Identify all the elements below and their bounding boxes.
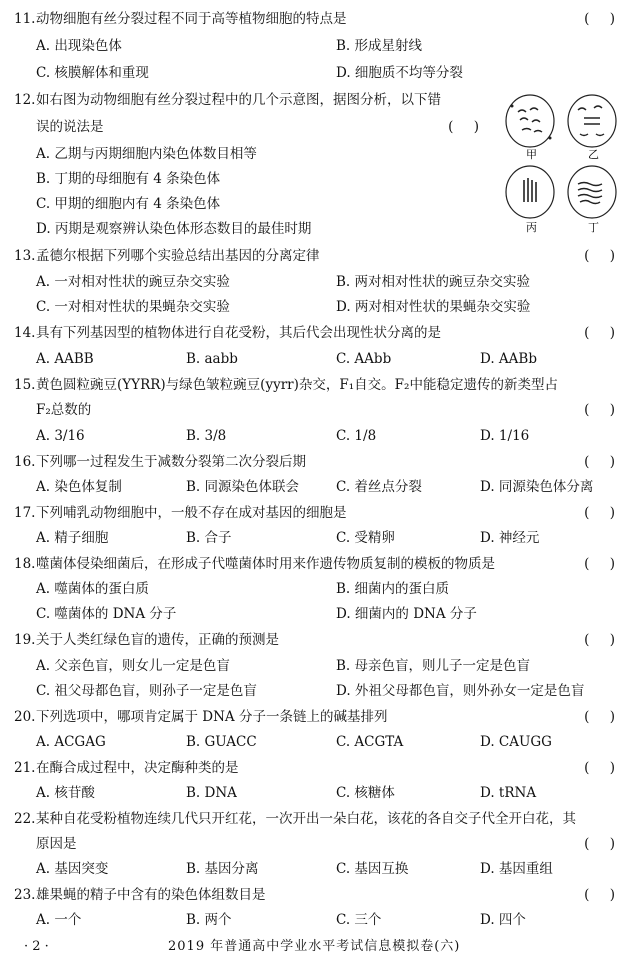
- question-number: 20.: [14, 709, 36, 725]
- option-b: B. 同源染色体联会: [186, 479, 300, 495]
- question-text: 某种自花受粉植物连续几代只开红花，一次开出一朵白花，该花的各自交子代全开白花，其: [36, 811, 576, 827]
- mitosis-diagram: [500, 88, 620, 236]
- question-number: 11.: [14, 11, 36, 27]
- option-a: A. 一个: [36, 912, 82, 928]
- chromosomes-bing: [524, 178, 536, 202]
- question-13-stem: [14, 245, 625, 267]
- question-21-options: [14, 782, 625, 804]
- option-b: B. 两对相对性状的豌豆杂交实验: [336, 274, 531, 290]
- question-text: 黄色圆粒豌豆(YYRR)与绿色皱粒豌豆(yyrr)杂交，F₁自交。F₂中能稳定遗传的新类型占: [36, 377, 558, 393]
- option-d: D. 1/16: [480, 428, 530, 444]
- page-number: · 2 ·: [24, 939, 49, 954]
- question-16-options: [14, 476, 625, 498]
- chromosomes-jia: [518, 108, 542, 132]
- option-b: B. 基因分离: [186, 861, 259, 877]
- option-d: D. tRNA: [480, 785, 537, 801]
- question-12-stem-cont: [14, 116, 489, 138]
- cell-jia: [506, 95, 554, 147]
- question-number: 19.: [14, 632, 36, 648]
- question-number: 22.: [14, 811, 36, 827]
- question-number: 21.: [14, 760, 36, 776]
- option-c: C. 一对相对性状的果蝇杂交实验: [36, 299, 230, 315]
- answer-blank: ( ): [448, 119, 487, 135]
- question-text: 如右图为动物细胞有丝分裂过程中的几个示意图，据图分析，以下错: [36, 92, 441, 108]
- question-text-cont: 误的说法是: [36, 119, 104, 135]
- question-23-stem: [14, 884, 625, 906]
- question-number: 17.: [14, 505, 36, 521]
- answer-blank: ( ): [584, 887, 623, 903]
- answer-blank: ( ): [584, 402, 623, 418]
- option-d: D. 外祖父母都色盲，则外孙女一定是色盲: [336, 683, 585, 699]
- option-b: B. 母亲色盲，则儿子一定是色盲: [336, 658, 531, 674]
- question-18-options-row1: [14, 578, 625, 600]
- question-15-stem-cont: [14, 399, 625, 421]
- question-18-options-row2: [14, 603, 625, 625]
- cell-ding: [568, 166, 616, 218]
- option-a: A. 出现染色体: [36, 38, 122, 54]
- option-c: C. 核糖体: [336, 785, 395, 801]
- question-14-stem: [14, 322, 625, 344]
- question-16-stem: [14, 451, 625, 473]
- option-b: B. DNA: [186, 785, 237, 801]
- answer-blank: ( ): [584, 709, 623, 725]
- question-text: 下列选项中，哪项肯定属于 DNA 分子一条链上的碱基排列: [36, 709, 388, 725]
- option-c: C. AAbb: [336, 351, 392, 367]
- answer-blank: ( ): [584, 556, 623, 572]
- question-15-options: [14, 425, 625, 447]
- option-a: A. 噬菌体的蛋白质: [36, 581, 149, 597]
- option-d: D. 细菌内的 DNA 分子: [336, 606, 477, 622]
- option-d: D. AABb: [480, 351, 537, 367]
- answer-blank: ( ): [584, 760, 623, 776]
- option-a: A. ACGAG: [36, 734, 106, 750]
- exam-title: 2019 年普通高中学业水平考试信息模拟卷(六): [168, 939, 461, 954]
- question-text: 动物细胞有丝分裂过程不同于高等植物细胞的特点是: [36, 11, 347, 27]
- chromosomes-yi: [578, 106, 604, 136]
- question-11-options-row2: [14, 62, 625, 84]
- question-18-stem: [14, 553, 625, 575]
- question-15-stem: [14, 374, 625, 396]
- page-footer: [18, 936, 621, 958]
- label-yi: 乙: [588, 148, 599, 161]
- option-b: B. GUACC: [186, 734, 257, 750]
- option-c: C. ACGTA: [336, 734, 404, 750]
- option-a: A. 染色体复制: [36, 479, 122, 495]
- option-a: A. 一对相对性状的豌豆杂交实验: [36, 274, 230, 290]
- answer-blank: ( ): [584, 632, 623, 648]
- option-b: B. aabb: [186, 351, 238, 367]
- answer-blank: ( ): [584, 454, 623, 470]
- option-d: D. 基因重组: [480, 861, 553, 877]
- answer-blank: ( ): [584, 325, 623, 341]
- option-c: C. 祖父母都色盲，则孙子一定是色盲: [36, 683, 257, 699]
- question-20-options: [14, 731, 625, 753]
- question-number: 13.: [14, 248, 36, 264]
- question-13-options-row2: [14, 296, 625, 318]
- question-number: 15.: [14, 377, 36, 393]
- option-d: D. CAUGG: [480, 734, 552, 750]
- option-c: C. 基因互换: [336, 861, 409, 877]
- question-number: 23.: [14, 887, 36, 903]
- option-a: A. AABB: [36, 351, 94, 367]
- option-b: B. 细菌内的蛋白质: [336, 581, 450, 597]
- question-text-cont: 原因是: [36, 836, 77, 852]
- question-text: 下列哺乳动物细胞中，一般不存在成对基因的细胞是: [36, 505, 347, 521]
- question-22-options: [14, 858, 625, 880]
- option-b: B. 两个: [186, 912, 232, 928]
- question-22-stem-cont: [14, 833, 625, 855]
- question-text-cont: F₂总数的: [36, 402, 92, 418]
- cell-bing: [506, 166, 554, 218]
- label-bing: 丙: [526, 221, 537, 234]
- question-17-options: [14, 527, 625, 549]
- question-text: 雄果蝇的精子中含有的染色体组数目是: [36, 887, 266, 903]
- option-d: D. 细胞质不均等分裂: [336, 65, 463, 81]
- option-d: D. 四个: [480, 912, 526, 928]
- centriole: [549, 137, 552, 140]
- question-19-stem: [14, 629, 625, 651]
- option-c: C. 三个: [336, 912, 382, 928]
- option-a: A. 基因突变: [36, 861, 109, 877]
- question-number: 12.: [14, 92, 36, 108]
- option-c: C. 甲期的细胞内有 4 条染色体: [36, 196, 221, 212]
- answer-blank: ( ): [584, 505, 623, 521]
- answer-blank: ( ): [584, 11, 623, 27]
- cell-yi: [568, 95, 616, 147]
- option-d: D. 两对相对性状的果蝇杂交实验: [336, 299, 531, 315]
- answer-blank: ( ): [584, 836, 623, 852]
- option-d: D. 同源染色体分离: [480, 479, 594, 495]
- question-text: 下列哪一过程发生于减数分裂第二次分裂后期: [36, 454, 306, 470]
- question-19-options-row1: [14, 655, 625, 677]
- option-b: B. 形成星射线: [336, 38, 423, 54]
- option-d: D. 丙期是观察辨认染色体形态数目的最佳时期: [36, 221, 312, 237]
- option-b: B. 3/8: [186, 428, 227, 444]
- question-22-stem: [14, 808, 625, 830]
- question-14-options: [14, 348, 625, 370]
- answer-blank: ( ): [584, 248, 623, 264]
- option-a: A. 乙期与丙期细胞内染色体数目相等: [36, 146, 257, 162]
- option-b: B. 合子: [186, 530, 232, 546]
- question-text: 噬菌体侵染细菌后，在形成子代噬菌体时用来作遗传物质复制的模板的物质是: [36, 556, 495, 572]
- question-number: 18.: [14, 556, 36, 572]
- question-number: 16.: [14, 454, 36, 470]
- label-jia: 甲: [526, 148, 537, 161]
- question-text: 具有下列基因型的植物体进行自花受粉，其后代会出现性状分离的是: [36, 325, 441, 341]
- option-a: A. 3/16: [36, 428, 85, 444]
- question-21-stem: [14, 757, 625, 779]
- chromosomes-ding: [578, 183, 602, 204]
- question-23-options: [14, 909, 625, 931]
- option-c: C. 1/8: [336, 428, 377, 444]
- option-c: C. 着丝点分裂: [336, 479, 422, 495]
- option-c: C. 噬菌体的 DNA 分子: [36, 606, 177, 622]
- question-text: 在酶合成过程中，决定酶种类的是: [36, 760, 239, 776]
- question-19-options-row2: [14, 680, 625, 702]
- option-a: A. 父亲色盲，则女儿一定是色盲: [36, 658, 230, 674]
- question-number: 14.: [14, 325, 36, 341]
- question-text: 孟德尔根据下列哪个实验总结出基因的分离定律: [36, 248, 320, 264]
- option-a: A. 精子细胞: [36, 530, 109, 546]
- option-c: C. 受精卵: [336, 530, 395, 546]
- question-text: 关于人类红绿色盲的遗传，正确的预测是: [36, 632, 279, 648]
- option-c: C. 核膜解体和重现: [36, 65, 149, 81]
- question-11-options-row1: [14, 35, 625, 57]
- question-13-options-row1: [14, 271, 625, 293]
- option-d: D. 神经元: [480, 530, 540, 546]
- question-11-stem: [14, 8, 625, 30]
- option-a: A. 核苷酸: [36, 785, 95, 801]
- question-17-stem: [14, 502, 625, 524]
- question-20-stem: [14, 706, 625, 728]
- centriole: [511, 105, 514, 108]
- option-b: B. 丁期的母细胞有 4 条染色体: [36, 171, 221, 187]
- label-ding: 丁: [588, 221, 599, 234]
